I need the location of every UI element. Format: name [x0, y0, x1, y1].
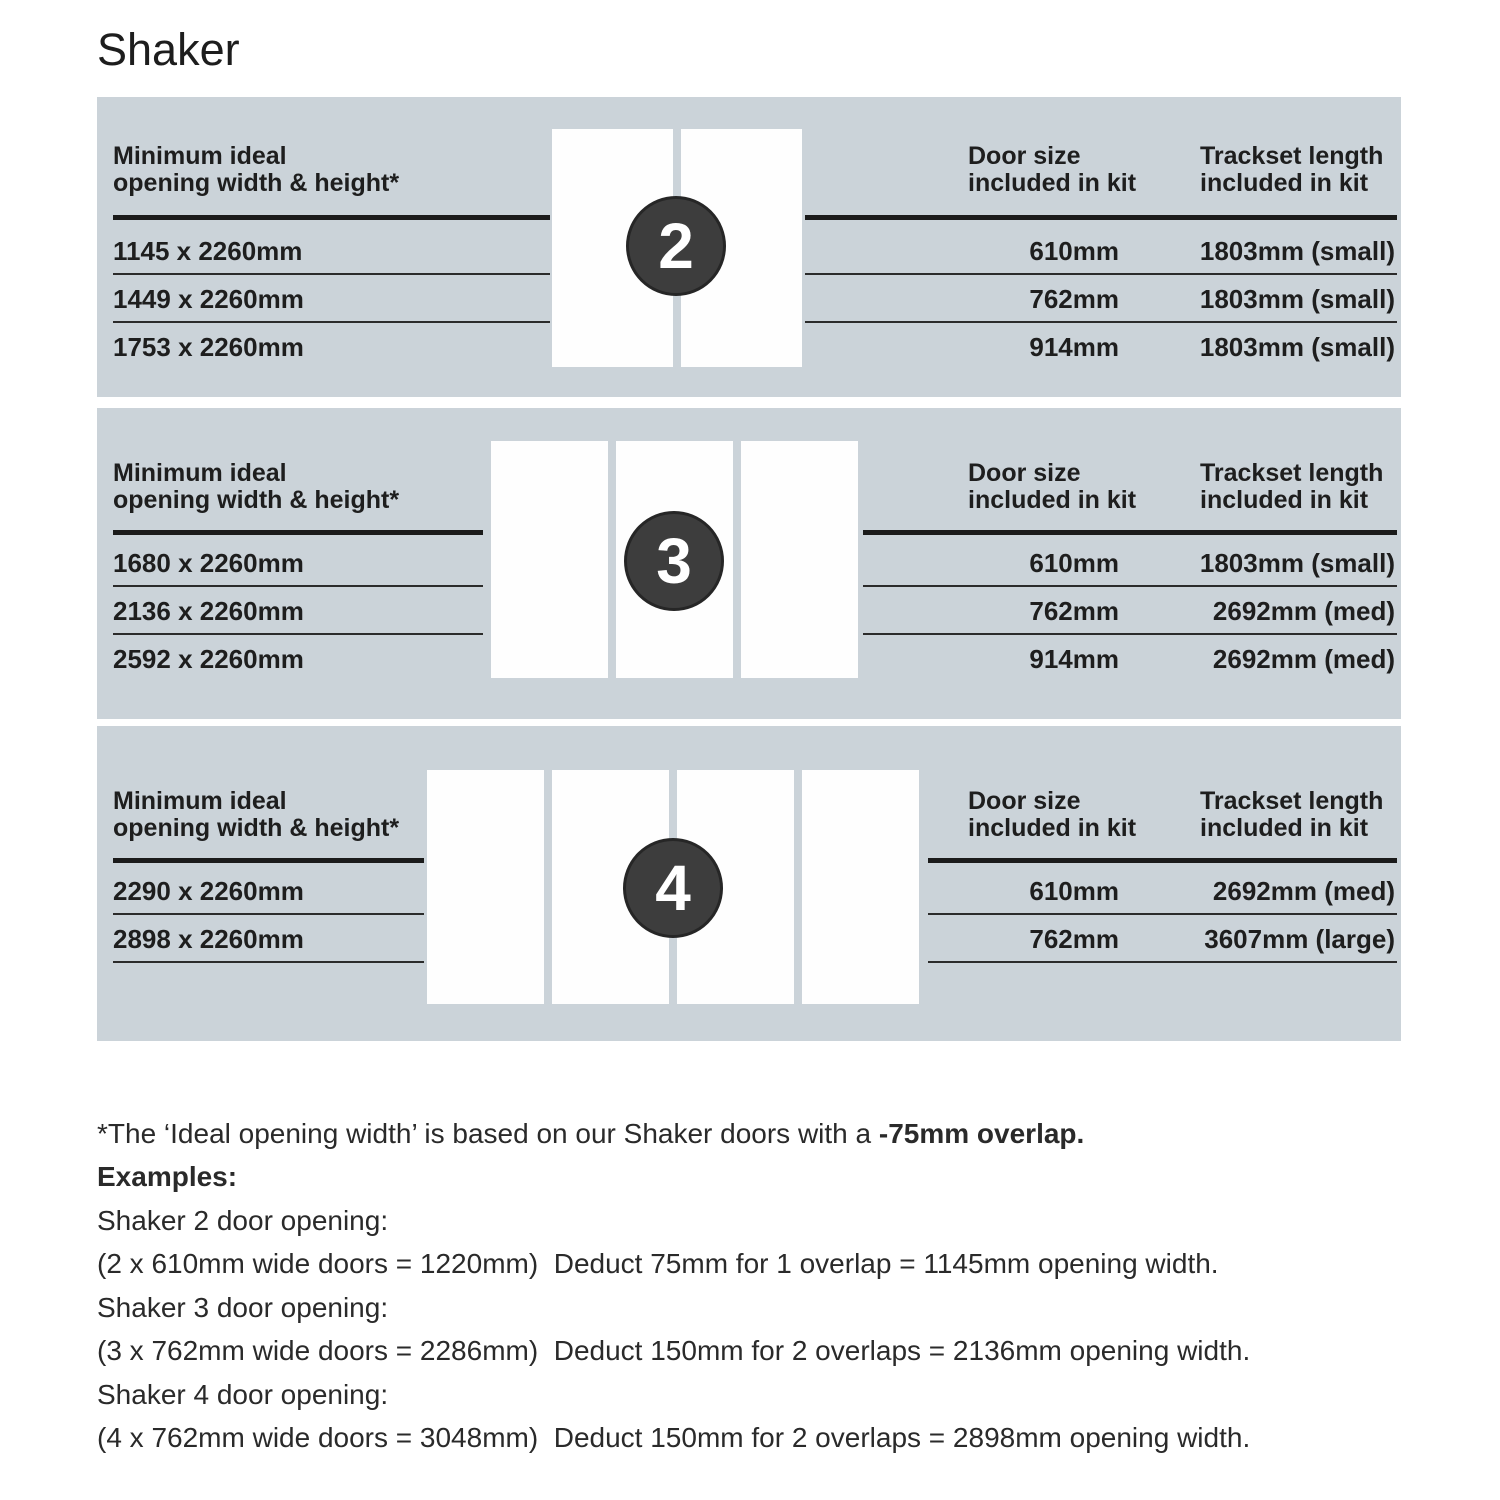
footnote-text: *The ‘Ideal opening width’ is based on our Shaker doors with a — [97, 1118, 879, 1149]
trackset-header-line1: Trackset length — [1200, 787, 1384, 815]
door-count-badge — [626, 196, 726, 296]
opening-header-line2: opening width & height* — [113, 169, 400, 197]
spacer — [113, 220, 550, 227]
door-size-header — [968, 143, 1136, 197]
kit-row — [928, 867, 1397, 915]
door-count-badge — [623, 838, 723, 938]
opening-row: 1680 x 2260mm — [113, 539, 483, 587]
trackset-length-value: 1803mm (small) — [1199, 332, 1395, 362]
door-size-value: 610mm — [1029, 548, 1119, 578]
door-size-value: 610mm — [1029, 236, 1119, 266]
opening-size-table-3door — [113, 460, 483, 683]
kit-table-header — [805, 143, 1397, 197]
opening-table-header — [113, 460, 483, 514]
door-size-value: 914mm — [1029, 644, 1119, 674]
section-2-door — [97, 97, 1401, 397]
kit-table-4door — [928, 788, 1397, 963]
door-size-header-line1: Door size — [968, 459, 1081, 487]
door-size-header-line1: Door size — [968, 142, 1081, 170]
trackset-length-value: 3607mm (large) — [1204, 924, 1395, 954]
opening-header-line2: opening width & height* — [113, 486, 400, 514]
door-count-number: 3 — [656, 525, 692, 597]
trackset-length-value: 1803mm (small) — [1199, 236, 1395, 266]
kit-row — [863, 635, 1397, 683]
kit-row — [863, 539, 1397, 587]
door-panel — [491, 441, 608, 678]
door-count-badge — [624, 511, 724, 611]
door-size-value: 762mm — [1029, 284, 1119, 314]
kit-row — [928, 915, 1397, 963]
trackset-header-line2: included in kit — [1200, 486, 1369, 514]
trackset-header — [1200, 788, 1383, 842]
opening-size-table-4door — [113, 788, 424, 963]
examples-block — [97, 1155, 1250, 1460]
opening-row: 1753 x 2260mm — [113, 332, 304, 362]
door-size-header-line1: Door size — [968, 787, 1081, 815]
door-size-header — [968, 788, 1136, 842]
door-count-number: 2 — [658, 210, 694, 282]
kit-table-header — [863, 460, 1397, 514]
door-size-value: 762mm — [1029, 924, 1119, 954]
door-size-header-line2: included in kit — [968, 486, 1137, 514]
door-panel — [427, 770, 544, 1004]
example-line: (2 x 610mm wide doors = 1220mm) Deduct 75mm for 1 overlap = 1145mm opening width. — [97, 1248, 1219, 1279]
trackset-header-line1: Trackset length — [1200, 459, 1384, 487]
spacer — [805, 220, 1397, 227]
opening-size-table-2door — [113, 143, 550, 371]
opening-header-line2: opening width & height* — [113, 814, 400, 842]
trackset-length-value: 1803mm (small) — [1199, 548, 1395, 578]
opening-row: 2898 x 2260mm — [113, 915, 424, 963]
kit-row — [863, 587, 1397, 635]
door-panel — [741, 441, 858, 678]
page-title: Shaker — [97, 24, 240, 75]
door-count-number: 4 — [655, 852, 691, 924]
opening-header-line1: Minimum ideal — [113, 142, 287, 170]
kit-table-header — [928, 788, 1397, 842]
opening-header-line1: Minimum ideal — [113, 459, 287, 487]
opening-row: 2136 x 2260mm — [113, 587, 483, 635]
opening-row: 1145 x 2260mm — [113, 227, 550, 275]
trackset-length-value: 2692mm (med) — [1212, 876, 1395, 906]
trackset-length-value: 2692mm (med) — [1212, 644, 1395, 674]
kit-row — [805, 227, 1397, 275]
example-line: Shaker 2 door opening: — [97, 1204, 389, 1236]
kit-table-2door — [805, 143, 1397, 371]
kit-row — [805, 275, 1397, 323]
trackset-length-value: 2692mm (med) — [1212, 596, 1395, 626]
door-size-value: 762mm — [1029, 596, 1119, 626]
trackset-length-value: 1803mm (small) — [1199, 284, 1395, 314]
examples-heading: Examples: — [97, 1161, 238, 1192]
example-line: (4 x 762mm wide doors = 3048mm) Deduct 150mm for 2 overlaps = 2898mm opening width. — [97, 1422, 1251, 1453]
opening-table-header — [113, 143, 550, 197]
section-3-door — [97, 408, 1401, 719]
door-size-header-line2: included in kit — [968, 169, 1137, 197]
door-size-value: 610mm — [1029, 876, 1119, 906]
door-size-header — [968, 460, 1136, 514]
trackset-header-line2: included in kit — [1200, 814, 1369, 842]
trackset-header — [1200, 460, 1383, 514]
footnote-bold-text: -75mm overlap. — [878, 1118, 1085, 1149]
section-4-door — [97, 726, 1401, 1041]
door-size-header-line2: included in kit — [968, 814, 1137, 842]
kit-table-3door — [863, 460, 1397, 683]
trackset-header-line1: Trackset length — [1200, 142, 1384, 170]
opening-header-line1: Minimum ideal — [113, 787, 287, 815]
opening-row: 1449 x 2260mm — [113, 275, 550, 323]
trackset-header — [1200, 143, 1383, 197]
footnote — [97, 1118, 1084, 1150]
example-line: Shaker 4 door opening: — [97, 1378, 389, 1410]
opening-row: 2592 x 2260mm — [113, 644, 304, 674]
example-line: (3 x 762mm wide doors = 2286mm) Deduct 150mm for 2 overlaps = 2136mm opening width. — [97, 1335, 1251, 1366]
door-panel — [802, 770, 919, 1004]
trackset-header-line2: included in kit — [1200, 169, 1369, 197]
door-size-value: 914mm — [1029, 332, 1119, 362]
opening-table-header — [113, 788, 424, 842]
example-line: Shaker 3 door opening: — [97, 1291, 389, 1323]
kit-row — [805, 323, 1397, 371]
opening-row: 2290 x 2260mm — [113, 867, 424, 915]
